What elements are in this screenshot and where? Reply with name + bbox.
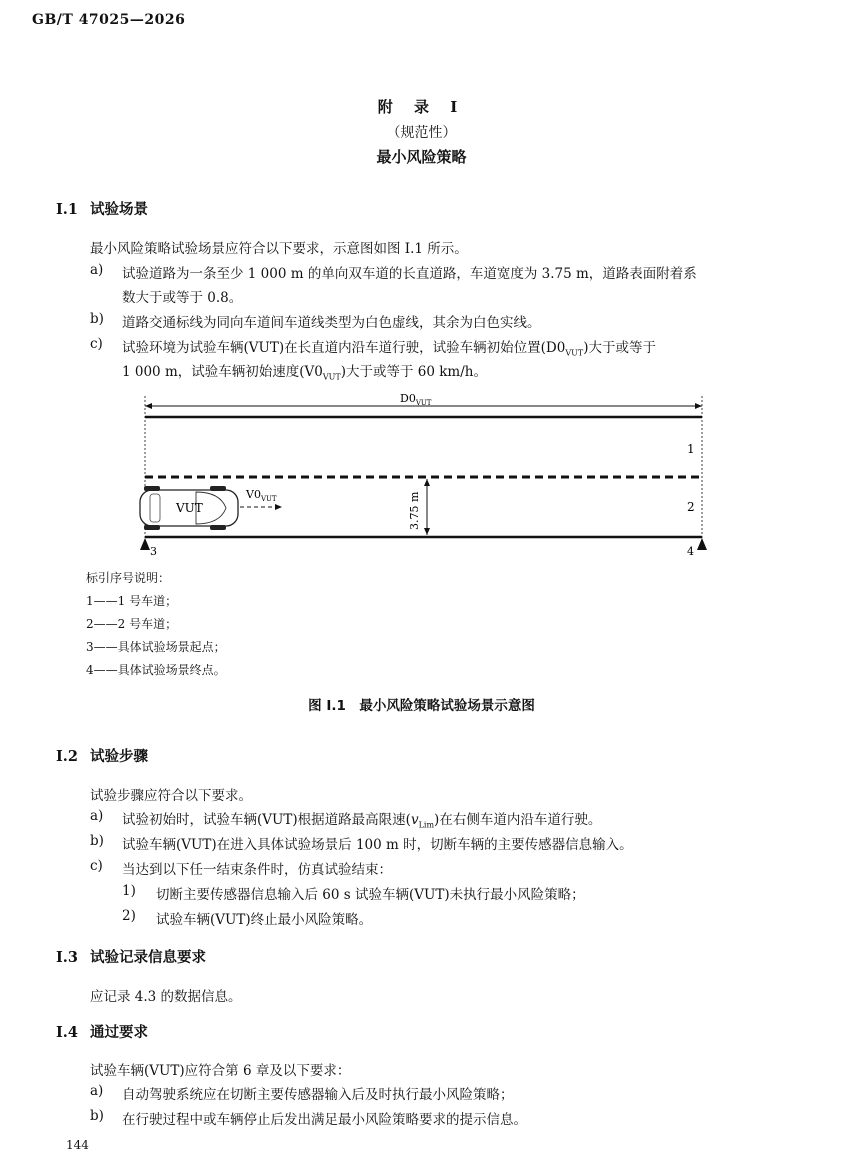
- section-title: 试验记录信息要求: [90, 950, 206, 966]
- page-number: 144: [66, 1138, 89, 1152]
- appendix-name: 最小风险策略: [376, 148, 467, 166]
- paragraph: 应记录 4.3 的数据信息。: [90, 989, 242, 1005]
- list-item-text: 1 000 m，试验车辆初始速度$(V0_{VUT})$大于或等于 60 km/h。: [122, 364, 487, 382]
- section-heading-i2: [56, 745, 148, 766]
- section-heading-i4: [56, 1021, 148, 1042]
- list-label: a): [90, 808, 104, 824]
- section-title: 通过要求: [90, 1025, 148, 1041]
- lane-1-marker: 1: [687, 442, 695, 456]
- list-item-text: 试验车辆(VUT)在进入具体试验场景后 100 m 时，切断车辆的主要传感器信息输入。: [122, 837, 633, 853]
- sublist-label: 2): [122, 908, 136, 924]
- paragraph: 最小风险策略试验场景应符合以下要求，示意图如图 I.1 所示。: [90, 241, 468, 257]
- end-marker-icon: [697, 538, 707, 550]
- legend-item: 2——2 号车道；: [86, 617, 178, 631]
- legend-item: 1——1 号车道；: [86, 594, 178, 608]
- paragraph: 试验步骤应符合以下要求。: [90, 788, 252, 804]
- section-heading-i1: [56, 198, 148, 219]
- velocity-label: $V0_{VUT}$: [246, 488, 277, 503]
- list-item-text: 试验道路为一条至少 1 000 m 的单向双车道的长直道路，车道宽度为 3.75 m，道路表面附着系: [122, 266, 697, 282]
- list-item-text: 试验初始时，试验车辆(VUT)根据道路最高限速$(v_{Lim})$在右侧车道内沿车道行驶。: [122, 812, 602, 830]
- section-title: 试验步骤: [90, 749, 148, 765]
- appendix-title: 附 录 I: [377, 98, 466, 116]
- legend-title: 标引序号说明：: [86, 571, 171, 585]
- list-label: c): [90, 336, 103, 352]
- lane-width-label: 3.75 m: [408, 491, 421, 530]
- start-marker-icon: [140, 538, 150, 550]
- list-label: b): [90, 311, 104, 327]
- vehicle-label: VUT: [176, 501, 203, 515]
- list-item-text: 数大于或等于 0.8。: [122, 290, 243, 306]
- d0-label: $D0_{VUT}$: [400, 392, 432, 407]
- sublist-item-text: 切断主要传感器信息输入后 60 s 试验车辆(VUT)未执行最小风险策略；: [156, 887, 585, 903]
- figure-caption: 图 I.1 最小风险策略试验场景示意图: [308, 698, 535, 714]
- start-marker-number: 3: [150, 545, 157, 558]
- sublist-item-text: 试验车辆(VUT)终止最小风险策略。: [156, 912, 373, 928]
- section-number: I.4: [56, 1024, 78, 1041]
- list-label: b): [90, 833, 104, 849]
- list-label: c): [90, 858, 103, 874]
- section-number: I.3: [56, 949, 78, 966]
- section-number: I.1: [56, 201, 78, 218]
- end-marker-number: 4: [687, 545, 694, 558]
- list-label: a): [90, 262, 104, 278]
- section-title: 试验场景: [90, 202, 148, 218]
- sublist-label: 1): [122, 883, 136, 899]
- standard-number: GB/T 47025—2026: [32, 12, 186, 28]
- list-item-text: 道路交通标线为同向车道间车道线类型为白色虚线，其余为白色实线。: [122, 315, 541, 331]
- section-heading-i3: [56, 946, 206, 967]
- lane-2-marker: 2: [687, 500, 695, 514]
- list-label: a): [90, 1083, 104, 1099]
- legend-item: 3——具体试验场景起点；: [86, 640, 226, 654]
- test-scene-diagram: [0, 380, 843, 560]
- section-number: I.2: [56, 748, 78, 765]
- legend-item: 4——具体试验场景终点。: [86, 663, 226, 677]
- list-label: b): [90, 1108, 104, 1124]
- list-item-text: 在行驶过程中或车辆停止后发出满足最小风险策略要求的提示信息。: [122, 1112, 527, 1128]
- list-item-text: 自动驾驶系统应在切断主要传感器输入后及时执行最小风险策略；: [122, 1087, 514, 1103]
- list-item-text: 试验环境为试验车辆(VUT)在长直道内沿车道行驶，试验车辆初始位置$(D0_{VUT})$大于或等于: [122, 340, 656, 358]
- appendix-type: （规范性）: [386, 125, 457, 141]
- list-item-text: 当达到以下任一结束条件时，仿真试验结束：: [122, 862, 392, 878]
- paragraph: 试验车辆(VUT)应符合第 6 章及以下要求：: [90, 1063, 351, 1079]
